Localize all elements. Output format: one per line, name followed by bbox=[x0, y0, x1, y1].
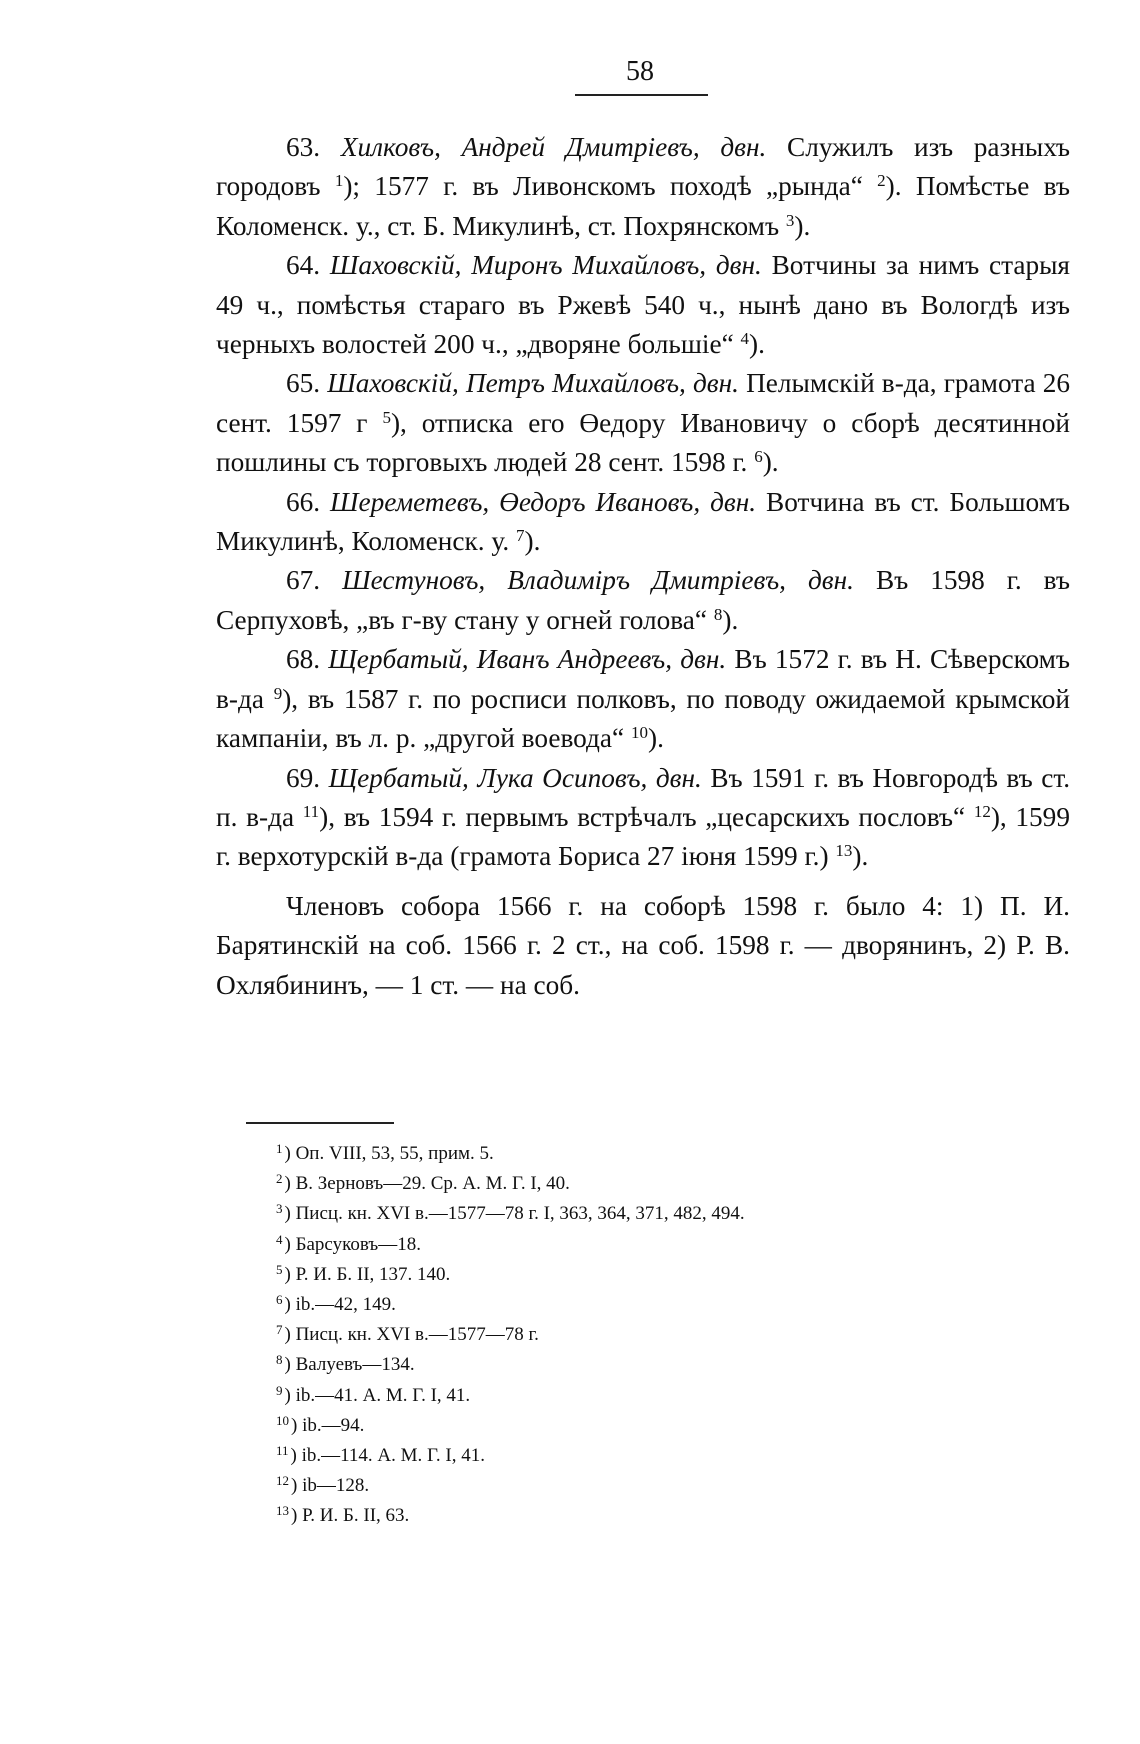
entry-number: 63. bbox=[286, 132, 321, 162]
entry-text: Въ 1572 г. въ Н. Сѣверскомъ в-да bbox=[216, 644, 1070, 714]
entry-text: ). bbox=[852, 841, 869, 872]
footnote-number: 11 bbox=[276, 1443, 289, 1459]
entry-text: ). bbox=[762, 447, 779, 478]
entry-name: Шестуновъ, Владимiръ Дмитрiевъ, двн. bbox=[342, 565, 854, 596]
entry-name: Шаховскiй, Миронъ Михайловъ, двн. bbox=[329, 250, 762, 281]
footnote-text: ) В. Зерновъ—29. Ср. А. М. Г. I, 40. bbox=[284, 1173, 570, 1195]
footnote bbox=[276, 1381, 1036, 1411]
entry-text: ). Помѣстье въ Коломенск. у., ст. Б. Микулинѣ, ст. Похрянскомъ bbox=[216, 171, 1070, 241]
footnote-text: ) ib—128. bbox=[291, 1475, 370, 1497]
footnote-ref: 12 bbox=[973, 801, 991, 821]
entry-text: Въ 1591 г. въ Новгородѣ въ ст. п. в-да bbox=[216, 762, 1071, 832]
entry-text: ). bbox=[647, 723, 664, 754]
entry-name: Шаховскiй, Петръ Михайловъ, двн. bbox=[327, 368, 739, 399]
entry-text: ). bbox=[722, 604, 739, 635]
entry-number: 64. bbox=[286, 250, 321, 281]
footnote-number: 3 bbox=[276, 1201, 283, 1217]
entry-number: 69. bbox=[286, 762, 321, 793]
footnote-text: ) ib.—42, 149. bbox=[284, 1294, 396, 1316]
footnote bbox=[276, 1471, 1036, 1501]
entry-text: Вотчины за нимъ старыя 49 ч., помѣстья стараго въ Ржевѣ 540 ч., нынѣ дано въ Вологдѣ изъ черныхъ волостей 200 ч., „дворяне большiе“ bbox=[216, 250, 1070, 360]
entry-text: ). bbox=[524, 526, 541, 557]
footnote-number: 6 bbox=[276, 1292, 283, 1308]
footnote-divider bbox=[246, 1122, 394, 1124]
entry-65 bbox=[216, 364, 1070, 482]
entry-text: Служилъ изъ разныхъ городовъ bbox=[216, 132, 1070, 202]
entry-67 bbox=[216, 561, 1070, 640]
entry-text: ), 1599 г. верхотурскiй в-да (грамота Бориса 27 iюня 1599 г.) bbox=[216, 801, 1070, 872]
footnote-ref: 6 bbox=[754, 447, 763, 467]
entry-66 bbox=[216, 483, 1070, 562]
footnote-number: 7 bbox=[276, 1322, 283, 1338]
footnote-ref: 7 bbox=[516, 526, 525, 546]
entry-number: 66. bbox=[286, 486, 321, 517]
entry-name: Щербатый, Лука Осиповъ, двн. bbox=[328, 762, 702, 793]
entry-text: ), въ 1594 г. первымъ встрѣчалъ „цесарскихъ пословъ“ bbox=[319, 801, 974, 832]
entry-text: ). bbox=[794, 210, 811, 241]
entry-69 bbox=[216, 759, 1070, 877]
entry-64 bbox=[216, 246, 1070, 364]
entry-text: Въ 1598 г. въ Серпуховѣ, „въ г-ву стану у огней голова“ bbox=[216, 565, 1071, 635]
footnote-text: ) ib.—114. А. М. Г. I, 41. bbox=[290, 1445, 485, 1467]
footnote bbox=[276, 1320, 1036, 1350]
footnote bbox=[276, 1501, 1036, 1531]
entry-text: Пелымскiй в-да, грамота 26 сент. 1597 г bbox=[216, 368, 1071, 438]
footnote-text: ) Барсуковъ—18. bbox=[284, 1233, 421, 1255]
footnote-ref: 3 bbox=[785, 210, 795, 230]
footnote-number: 2 bbox=[276, 1171, 283, 1187]
entry-text: ), отписка его Өедору Ивановичу о сборѣ десятинной пошлины съ торговыхъ людей 28 сент. 1598 г. bbox=[216, 407, 1070, 478]
entry-text: ); 1577 г. въ Ливонскомъ походѣ „рында“ bbox=[343, 171, 878, 202]
entry-63 bbox=[216, 128, 1070, 246]
footnote-number: 8 bbox=[276, 1352, 283, 1368]
footnote-text: ) Оп. VIII, 53, 55, прим. 5. bbox=[284, 1143, 494, 1164]
footnote-number: 4 bbox=[276, 1231, 283, 1247]
footnote-ref: 9 bbox=[273, 683, 283, 703]
footnote bbox=[276, 1441, 1036, 1471]
footnote-number: 1 bbox=[276, 1141, 283, 1156]
footnote-ref: 8 bbox=[713, 604, 723, 624]
footnote-text: ) Р. И. Б. II, 63. bbox=[291, 1505, 410, 1527]
page-number-rule bbox=[575, 94, 708, 96]
page-number: 58 bbox=[626, 56, 654, 87]
entry-number: 68. bbox=[286, 644, 321, 675]
footnote bbox=[276, 1139, 1036, 1169]
footnote-text: ) Писц. кн. XVI в.—1577—78 г. I, 363, 364, 371, 482, 494. bbox=[284, 1203, 745, 1225]
entry-text: Вотчина въ ст. Большомъ Микулинѣ, Коломенск. у. bbox=[216, 486, 1070, 557]
entry-name: Щербатый, Иванъ Андреевъ, двн. bbox=[328, 644, 727, 675]
footnote-number: 5 bbox=[276, 1261, 283, 1277]
footnote-ref: 4 bbox=[740, 329, 750, 349]
footnote-ref: 11 bbox=[302, 801, 320, 821]
footnote-text: ) Р. И. Б. II, 137. 140. bbox=[284, 1263, 451, 1285]
footnote-ref: 5 bbox=[382, 407, 391, 427]
footnote bbox=[276, 1199, 1036, 1229]
footnote-number: 9 bbox=[276, 1382, 283, 1398]
council-summary: Членовъ собора 1566 г. на соборѣ 1598 г. было 4: 1) П. И. Барятинскiй на соб. 1566 г. 2 ст., на соб. 1598 г. — дворянинъ, 2) Р. В. Охлябининъ, — 1 ст. — на соб. bbox=[216, 890, 1070, 1000]
entry-68 bbox=[216, 640, 1070, 758]
footnote-text: ) ib.—94. bbox=[291, 1414, 365, 1436]
footnote-number: 13 bbox=[276, 1503, 289, 1519]
footnote bbox=[276, 1260, 1036, 1290]
footnote-ref: 2 bbox=[877, 171, 886, 191]
entry-text: ). bbox=[749, 329, 765, 360]
footnote-text: ) Валуевъ—134. bbox=[284, 1354, 415, 1376]
entry-number: 65. bbox=[286, 368, 321, 399]
footnote-ref: 1 bbox=[334, 171, 344, 191]
footnote-number: 12 bbox=[276, 1473, 289, 1489]
footnote bbox=[276, 1169, 1036, 1199]
footnote-number: 10 bbox=[276, 1412, 289, 1428]
footnote bbox=[276, 1290, 1036, 1320]
footnotes bbox=[276, 1139, 1036, 1532]
footnote bbox=[276, 1230, 1036, 1260]
footnote bbox=[276, 1411, 1036, 1441]
entry-name: Хилковъ, Андрей Дмитрiевъ, двн. bbox=[340, 132, 767, 162]
entry-number: 67. bbox=[286, 565, 321, 596]
entry-name: Шереметевъ, Өедоръ Ивановъ, двн. bbox=[330, 486, 757, 517]
footnote-ref: 10 bbox=[630, 723, 648, 743]
footnote-text: ) Писц. кн. XVI в.—1577—78 г. bbox=[284, 1324, 539, 1346]
main-text bbox=[216, 128, 1070, 1005]
footnote bbox=[276, 1350, 1036, 1380]
footnote-ref: 13 bbox=[835, 841, 853, 861]
entry-text: ), въ 1587 г. по росписи полковъ, по поводу ожидаемой крымской кампанiи, въ л. р. „другой воевода“ bbox=[216, 683, 1071, 754]
footnote-text: ) ib.—41. А. М. Г. I, 41. bbox=[284, 1384, 471, 1406]
